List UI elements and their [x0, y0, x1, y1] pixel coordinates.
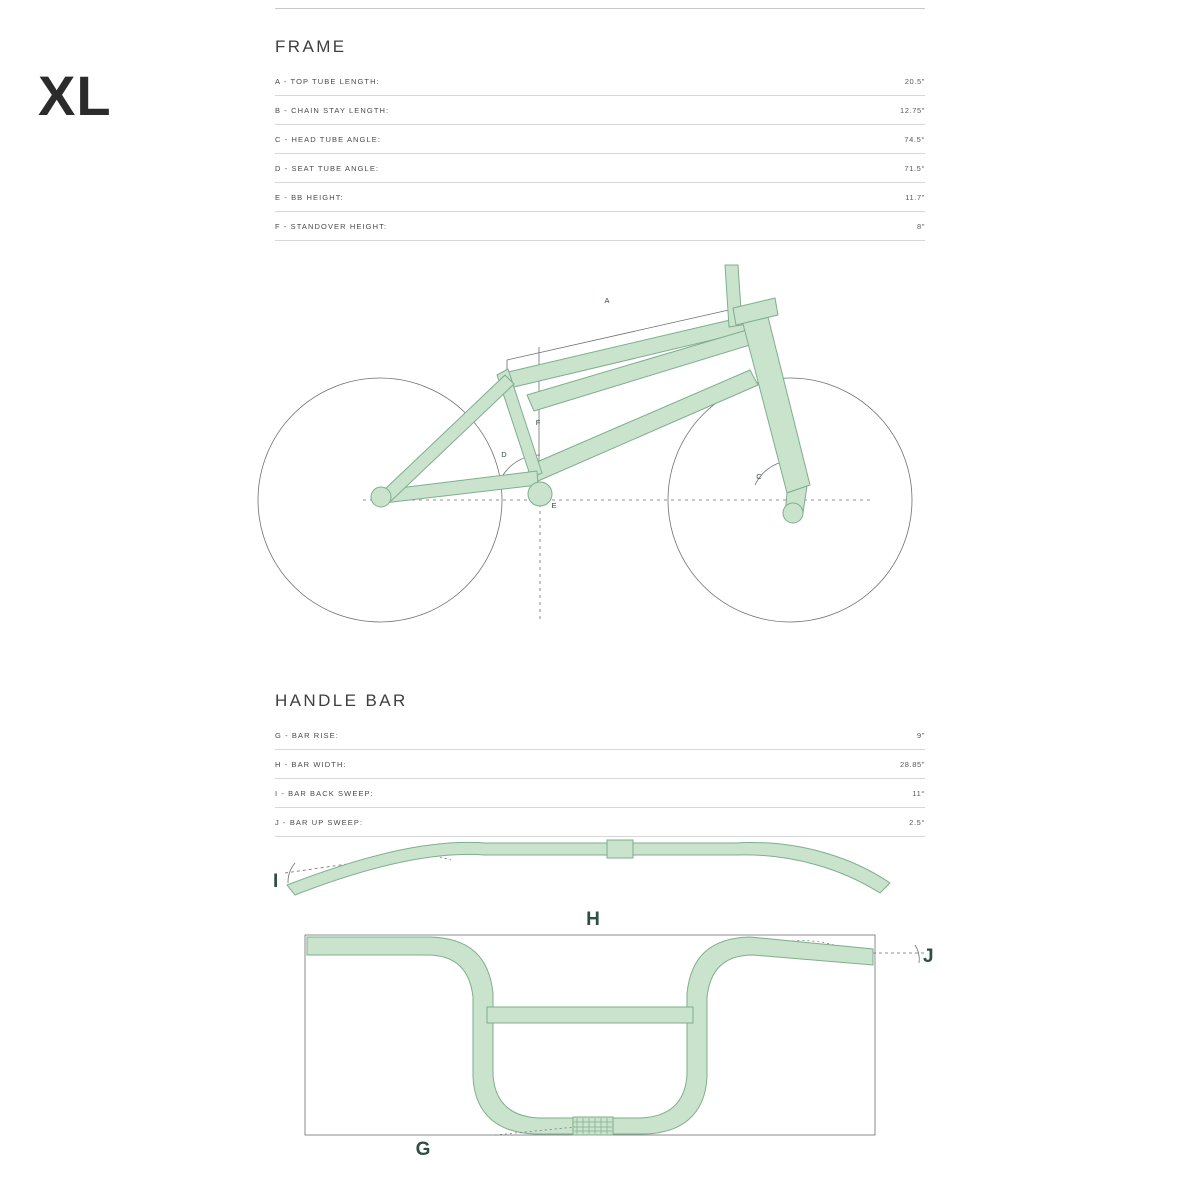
label-f: F — [535, 418, 541, 427]
spec-label: J - BAR UP SWEEP: — [275, 818, 364, 827]
label-a: A — [604, 296, 610, 305]
label-e: E — [551, 501, 557, 510]
spec-label: B - CHAIN STAY LENGTH: — [275, 106, 390, 115]
frame-section-title: FRAME — [275, 37, 347, 56]
handlebar-spec-table — [275, 721, 925, 837]
spec-value: 71.5° — [904, 164, 925, 173]
table-row — [275, 154, 925, 183]
label-g: G — [415, 1139, 431, 1160]
handlebar-top-profile — [287, 842, 890, 895]
head-tube-fork — [742, 313, 810, 493]
handlebar-section-title: HANDLE BAR — [275, 691, 408, 710]
handlebar-top-view — [273, 840, 890, 895]
spec-label: H - BAR WIDTH: — [275, 760, 347, 769]
frame-geometry-diagram — [255, 265, 935, 635]
spec-value: 2.5° — [909, 818, 925, 827]
spec-value: 8" — [916, 222, 925, 231]
handlebar-front-view — [305, 909, 934, 1160]
spec-value: 9" — [916, 731, 925, 740]
spec-value: 11° — [912, 789, 925, 798]
table-row — [275, 750, 925, 779]
spec-label: D - SEAT TUBE ANGLE: — [275, 164, 380, 173]
spec-label: G - BAR RISE: — [275, 731, 339, 740]
handlebar-geometry-diagram — [255, 825, 955, 1170]
spec-value: 20.5" — [904, 77, 925, 86]
spec-label: I - BAR BACK SWEEP: — [275, 789, 374, 798]
label-j: J — [923, 946, 934, 967]
table-row — [275, 721, 925, 750]
rear-dropout — [371, 487, 391, 507]
spec-value: 74.5° — [904, 135, 925, 144]
spec-value: 28.85" — [899, 760, 925, 769]
spec-label: A - TOP TUBE LENGTH: — [275, 77, 380, 86]
frame-size-badge: XL — [38, 64, 112, 127]
table-row — [275, 779, 925, 808]
label-h: H — [586, 909, 600, 930]
spec-label: E - BB HEIGHT: — [275, 193, 344, 202]
front-dropout — [783, 503, 803, 523]
label-i: I — [273, 871, 279, 892]
bottom-bracket — [528, 482, 552, 506]
handlebar-spec-section — [275, 663, 925, 837]
frame-spec-table — [275, 67, 925, 241]
handlebar-front-profile — [307, 937, 873, 1134]
handlebar-center-clamp — [607, 840, 633, 858]
frame-spec-section — [275, 8, 925, 241]
table-row — [275, 125, 925, 154]
table-row — [275, 183, 925, 212]
measurement-box — [305, 935, 875, 1135]
handlebar-crossbar — [487, 1007, 693, 1023]
back-sweep-arc — [288, 863, 295, 883]
spec-value: 11.7" — [905, 193, 925, 202]
label-d: D — [501, 450, 507, 459]
section-divider — [275, 8, 925, 9]
label-c: C — [756, 472, 762, 481]
table-row — [275, 96, 925, 125]
spec-label: F - STANDOVER HEIGHT: — [275, 222, 388, 231]
table-row — [275, 67, 925, 96]
spec-label: C - HEAD TUBE ANGLE: — [275, 135, 382, 144]
up-sweep-arc — [915, 945, 919, 963]
table-row — [275, 212, 925, 241]
spec-value: 12.75" — [899, 106, 925, 115]
